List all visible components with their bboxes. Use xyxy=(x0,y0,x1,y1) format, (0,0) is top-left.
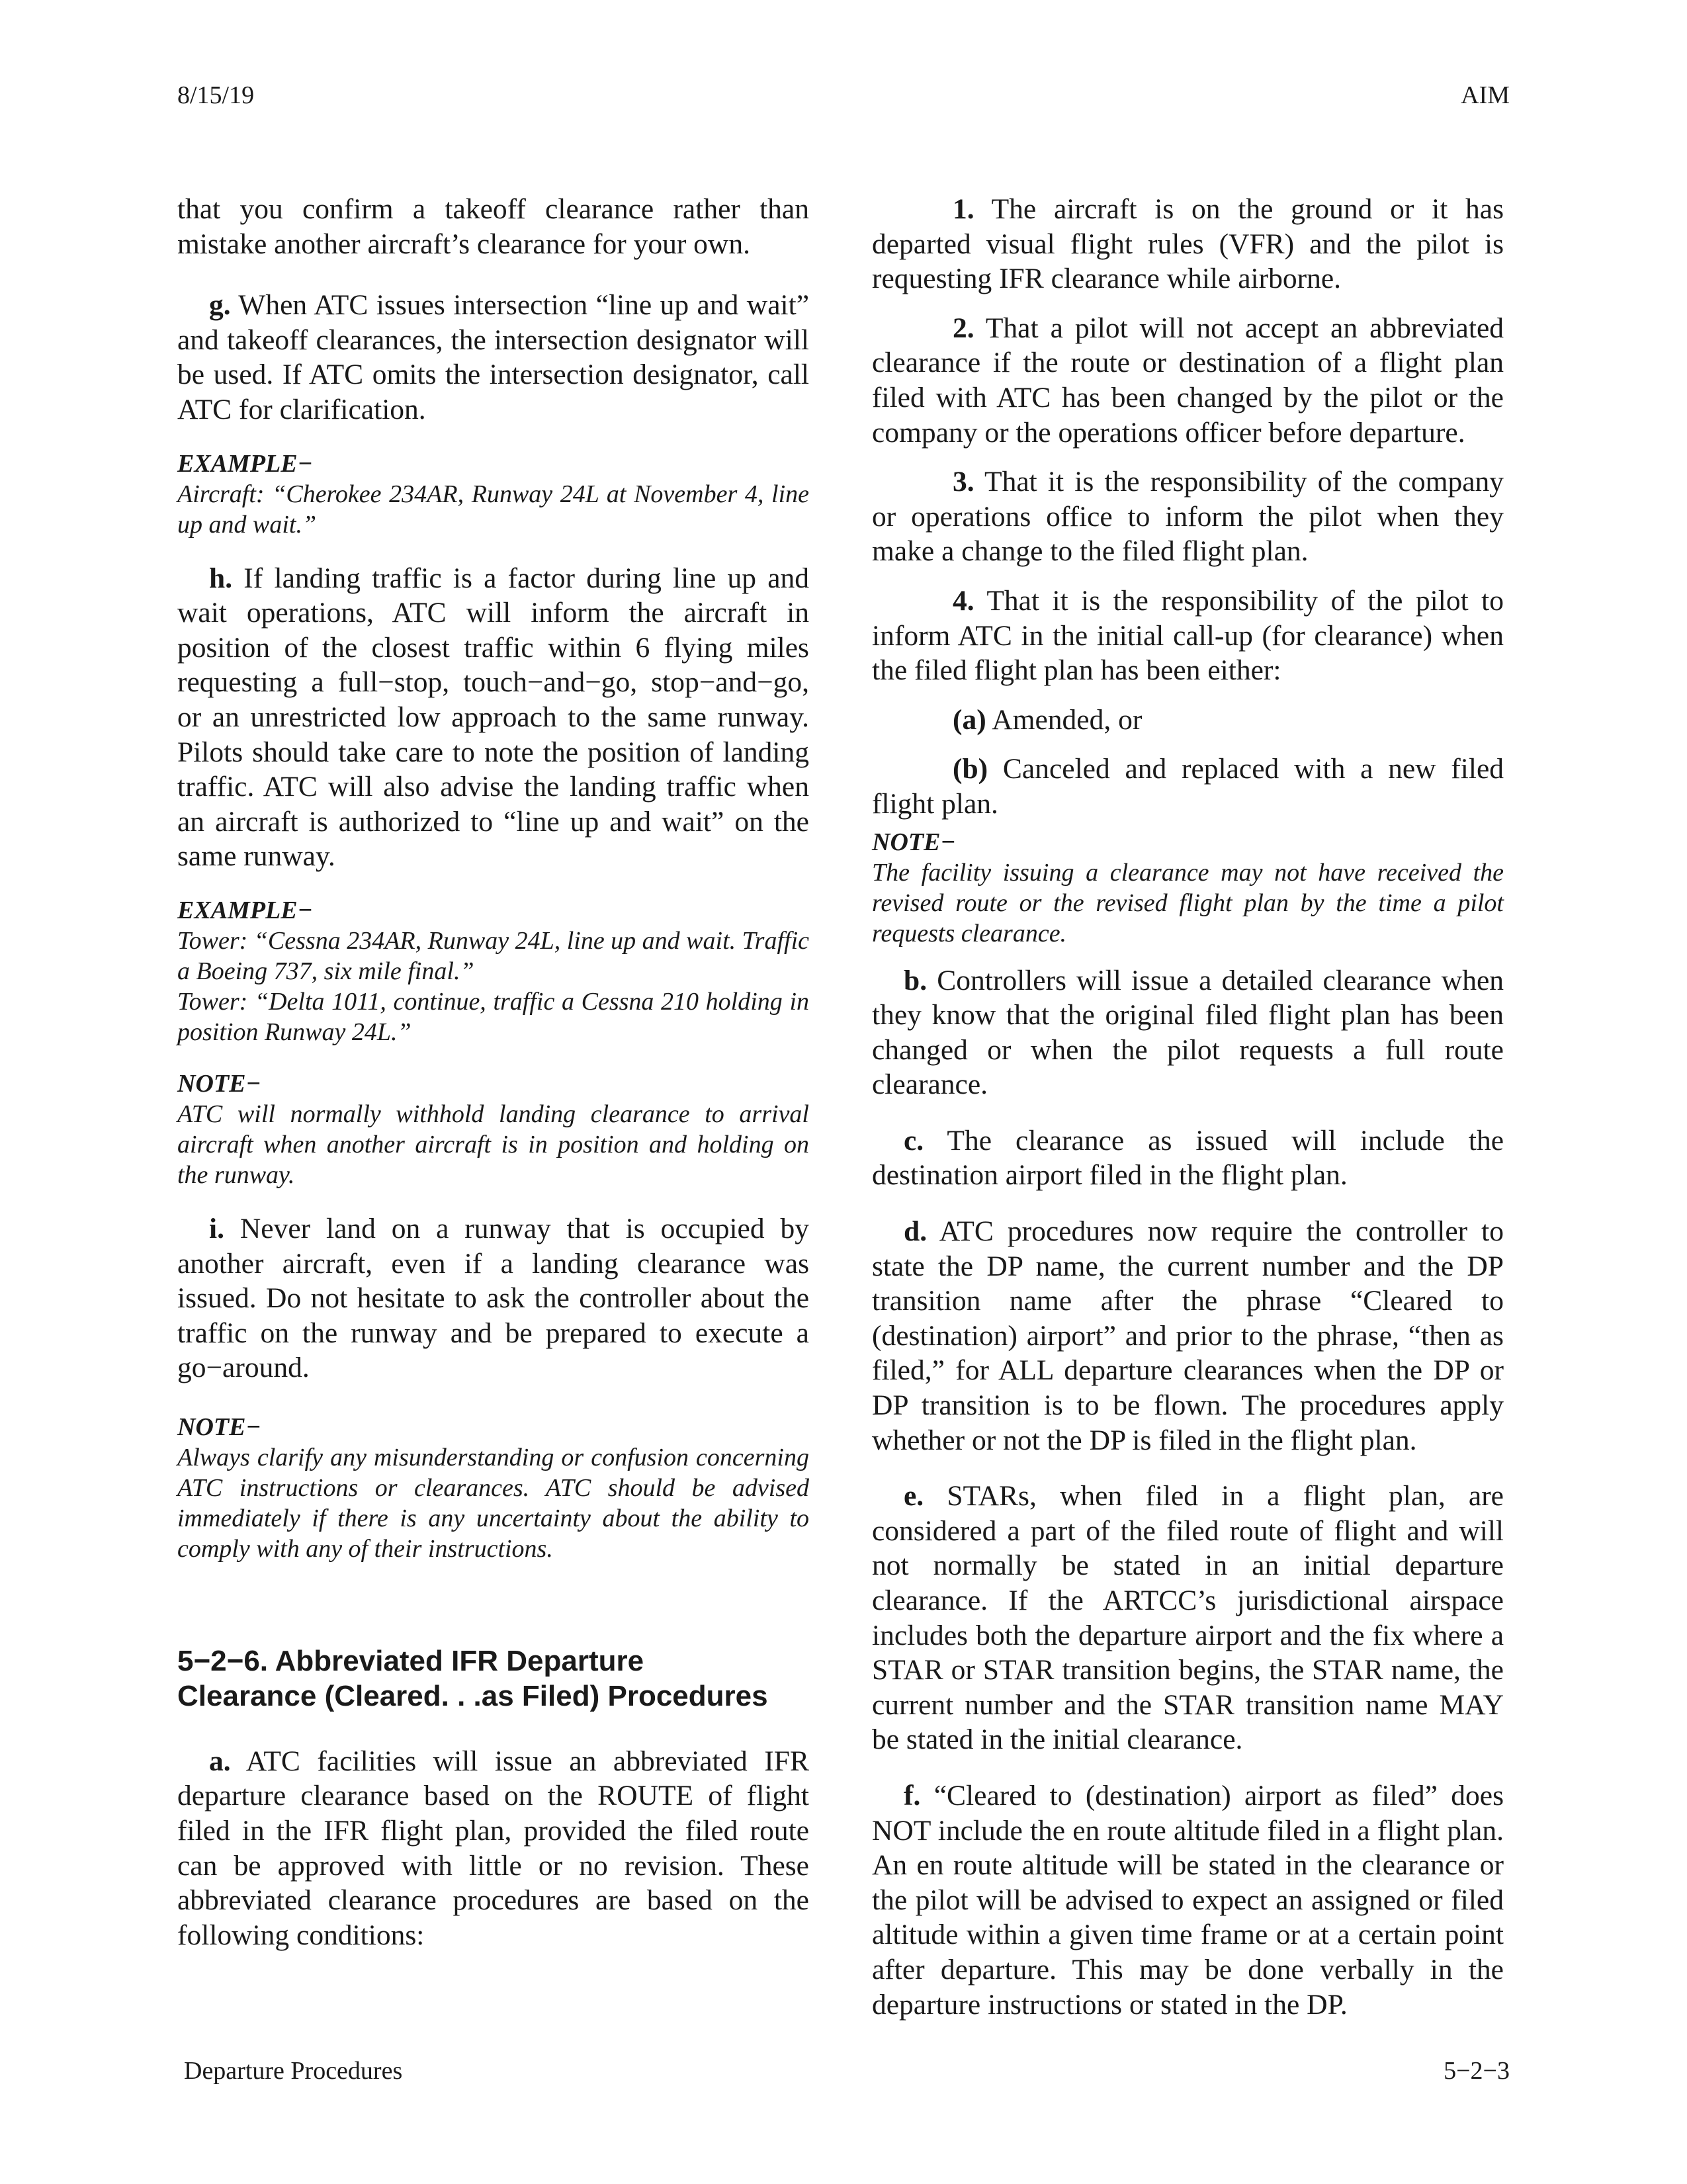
paragraph-d-label: d. xyxy=(904,1215,928,1248)
condition-4-text: That it is the responsibility of the pilot to inform ATC in the initial call-up (for clearance) when the filed flight plan has been either: xyxy=(872,584,1504,687)
paragraph-d xyxy=(872,1214,1504,1458)
paragraph-c-text: The clearance as issued will include the destination airport filed in the flight plan. xyxy=(872,1124,1504,1192)
example-1-heading: EXAMPLE− xyxy=(177,449,313,478)
note-1-heading: NOTE− xyxy=(177,1069,261,1098)
paragraph-a-label: a. xyxy=(209,1745,231,1777)
note-1-text: ATC will normally withhold landing clearance to arrival aircraft when another aircraft is in position and holding on the runway. xyxy=(177,1100,809,1189)
subitem-a-text: Amended, or xyxy=(992,703,1143,736)
condition-1-text: The aircraft is on the ground or it has departed visual flight rules (VFR) and the pilot is requesting IFR clearance while airborne. xyxy=(872,193,1504,295)
subitem-b xyxy=(872,752,1504,821)
note-3-text: The facility issuing a clearance may not have received the revised route or the revised flight plan by the time a pilot requests clearance. xyxy=(872,858,1504,947)
paragraph-i xyxy=(177,1211,809,1385)
paragraph-f-label: f. xyxy=(904,1779,921,1812)
paragraph-b-text: Controllers will issue a detailed clearance when they know that the original filed flight plan has been changed or when the pilot requests a full route clearance. xyxy=(872,964,1504,1101)
condition-1 xyxy=(872,192,1504,296)
paragraph-h-text: If landing traffic is a factor during line up and wait operations, ATC will inform the aircraft in position of the closest traffic within 6 flying miles requesting a full−stop, touch−and−go, stop−and−go, or an unrestricted low approach to the same runway. Pilots should take care to note the position of landing traffic. ATC will also advise the landing traffic when an aircraft is authorized to “line up and wait” on the same runway. xyxy=(177,562,809,873)
paragraph-a xyxy=(177,1744,809,1953)
continued-paragraph: that you confirm a takeoff clearance rather than mistake another aircraft’s clearance for your own. xyxy=(177,193,809,260)
subitem-a xyxy=(872,703,1504,738)
paragraph-f xyxy=(872,1778,1504,2022)
condition-2-text: That a pilot will not accept an abbreviated clearance if the route or destination of a flight plan filed with ATC has been changed by the pilot or the company or the operations officer before departure. xyxy=(872,312,1504,449)
example-1-text: Aircraft: “Cherokee 234AR, Runway 24L at November 4, line up and wait.” xyxy=(177,480,809,539)
right-column xyxy=(872,192,1504,2022)
paragraph-h-label: h. xyxy=(209,562,233,594)
example-2-line-2: Tower: “Delta 1011, continue, traffic a Cessna 210 holding in position Runway 24L.” xyxy=(177,987,809,1046)
condition-3-label: 3. xyxy=(953,466,974,498)
paragraph-d-text: ATC procedures now require the controller to state the DP name, the current number and the DP transition name after the phrase “Cleared to (destination) airport” and prior to the phrase, “then as filed,” for ALL departure clearances when the DP or DP transition is to be flown. The procedures apply whether or not the DP is filed in the flight plan. xyxy=(872,1215,1504,1456)
note-2-text: Always clarify any misunderstanding or confusion concerning ATC instructions or clearances. ATC should be advised immediately if there is any uncertainty about the ability to comply with any of their instructions. xyxy=(177,1443,809,1563)
paragraph-g-label: g. xyxy=(209,289,231,322)
condition-1-label: 1. xyxy=(953,193,974,225)
paragraph-g-text: When ATC issues intersection “line up and wait” and takeoff clearances, the intersection designator will be used. If ATC omits the intersection designator, call ATC for clarification. xyxy=(177,289,809,425)
section-title-line-1: 5−2−6. Abbreviated IFR Departure xyxy=(177,1644,644,1677)
paragraph-i-text: Never land on a runway that is occupied by another aircraft, even if a landing clearance was issued. Do not hesitate to ask the controller about the traffic on the runway and be prepared to execute a go−around. xyxy=(177,1212,809,1384)
condition-4-label: 4. xyxy=(953,584,974,617)
subitem-a-label: (a) xyxy=(953,703,986,736)
paragraph-g xyxy=(177,288,809,427)
condition-3-text: That it is the responsibility of the company or operations office to inform the pilot when they make a change to the filed flight plan. xyxy=(872,466,1504,568)
section-title-line-2: Clearance (Cleared. . .as Filed) Procedures xyxy=(177,1679,768,1712)
subitem-b-text: Canceled and replaced with a new filed flight plan. xyxy=(872,753,1504,820)
header-publication: AIM xyxy=(1461,81,1510,109)
paragraph-a-text: ATC facilities will issue an abbreviated IFR departure clearance based on the ROUTE of flight filed in the IFR flight plan, provided the filed route can be approved with little or no revision. These abbreviated clearance procedures are based on the following conditions: xyxy=(177,1745,809,1951)
condition-4 xyxy=(872,584,1504,688)
paragraph-c-label: c. xyxy=(904,1124,924,1157)
condition-3 xyxy=(872,464,1504,569)
example-2-heading: EXAMPLE− xyxy=(177,896,313,924)
example-2-line-1: Tower: “Cessna 234AR, Runway 24L, line up and wait. Traffic a Boeing 737, six mile final.” xyxy=(177,926,810,985)
paragraph-e-text: STARs, when filed in a flight plan, are considered a part of the filed route of flight and will not normally be stated in an initial departure clearance. If the ARTCC’s jurisdictional airspace includes both the departure airport and the fix where a STAR or STAR transition begins, the STAR name, the current number and the STAR transition name MAY be stated in the initial clearance. xyxy=(872,1480,1504,1756)
paragraph-b xyxy=(872,963,1504,1102)
footer-chapter: Departure Procedures xyxy=(184,2057,403,2085)
paragraph-h xyxy=(177,561,809,874)
note-3-heading: NOTE− xyxy=(872,828,956,856)
paragraph-c xyxy=(872,1123,1504,1193)
condition-2 xyxy=(872,311,1504,450)
paragraph-e-label: e. xyxy=(904,1480,924,1512)
note-2-heading: NOTE− xyxy=(177,1413,261,1441)
paragraph-i-label: i. xyxy=(209,1212,224,1245)
paragraph-e xyxy=(872,1479,1504,1757)
subitem-b-label: (b) xyxy=(953,753,988,785)
left-column xyxy=(177,192,809,1952)
header-date: 8/15/19 xyxy=(177,81,255,109)
paragraph-f-text: “Cleared to (destination) airport as filed” does NOT include the en route altitude filed in a flight plan. An en route altitude will be stated in the clearance or the pilot will be advised to expect an assigned or filed altitude within a given time frame or at a certain point after departure. This may be done verbally in the departure instructions or stated in the DP. xyxy=(872,1779,1504,2021)
footer-page-number: 5−2−3 xyxy=(1444,2057,1510,2085)
condition-2-label: 2. xyxy=(953,312,974,344)
paragraph-b-label: b. xyxy=(904,964,928,996)
